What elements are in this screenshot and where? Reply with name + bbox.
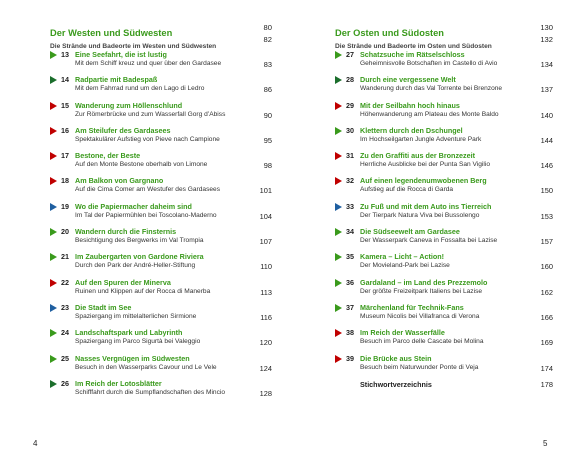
entry-title: Am Steilufer des Gardasees — [75, 125, 171, 135]
entry-number: 32 — [346, 176, 354, 186]
entry-page: 137 — [540, 85, 553, 95]
entry-title: Klettern durch den Dschungel — [360, 125, 463, 135]
triangle-marker-icon — [50, 355, 57, 363]
toc-entry[interactable] — [50, 176, 272, 201]
section-subtitle: Die Strände und Badeorte im Osten und Südosten — [335, 43, 492, 50]
entry-title: Mit der Seilbahn hoch hinaus — [360, 100, 460, 110]
entry-page: 124 — [259, 363, 272, 373]
entry-title: Auf den Spuren der Minerva — [75, 277, 171, 287]
toc-entry[interactable] — [50, 379, 272, 404]
entry-description: Der Movieland-Park bei Lazise — [360, 262, 450, 270]
section-heading — [50, 23, 272, 38]
entry-description: Auf den Monte Bestone oberhalb von Limone — [75, 161, 208, 169]
entry-page: 166 — [540, 312, 553, 322]
toc-entry[interactable] — [50, 354, 272, 379]
entry-title: Durch eine vergessene Welt — [360, 75, 456, 85]
entry-page: 104 — [259, 211, 272, 221]
entry-number: 37 — [346, 302, 354, 312]
entry-page: 144 — [540, 135, 553, 145]
entry-page: 101 — [259, 186, 272, 196]
triangle-marker-icon — [50, 304, 57, 312]
entry-page: 113 — [260, 287, 272, 297]
subtitle-page: 82 — [263, 35, 272, 44]
entry-page: 95 — [263, 135, 272, 145]
entry-title: Bestone, der Beste — [75, 151, 141, 161]
toc-entry[interactable] — [335, 101, 553, 126]
section-title: Der Osten und Südosten — [335, 28, 444, 38]
entry-description: Museum Nicolis bei Villafranca di Verona — [360, 312, 480, 320]
entry-title: Gardaland – im Land des Prezzemolo — [360, 277, 488, 287]
entry-number: 20 — [61, 227, 69, 237]
triangle-marker-icon — [335, 76, 342, 84]
triangle-marker-icon — [335, 51, 342, 59]
entry-title: Auf einen legendenumwobenen Berg — [360, 176, 487, 186]
triangle-marker-icon — [335, 355, 342, 363]
entry-description: Spektakulärer Aufstieg von Pieve nach Campione — [75, 135, 220, 143]
entry-title: Am Balkon von Gargnano — [75, 176, 164, 186]
entry-number: 34 — [346, 227, 354, 237]
entry-number: 25 — [61, 353, 69, 363]
entry-description: Der Wasserpark Caneva in Fossalta bei Lazise — [360, 237, 498, 245]
entry-number: 26 — [61, 378, 69, 388]
entry-title: Zu Fuß und mit dem Auto ins Tierreich — [360, 201, 492, 211]
entry-title: Im Reich der Lotosblätter — [75, 378, 162, 388]
triangle-marker-icon — [50, 228, 57, 236]
toc-entry[interactable] — [50, 303, 272, 328]
triangle-marker-icon — [335, 253, 342, 261]
entry-page: 150 — [540, 186, 553, 196]
entry-page: 169 — [540, 338, 553, 348]
triangle-marker-icon — [50, 127, 57, 135]
toc-entry[interactable] — [50, 227, 272, 252]
triangle-marker-icon — [50, 51, 57, 59]
toc-right-column — [335, 23, 553, 392]
entry-number: 28 — [346, 75, 354, 85]
triangle-marker-icon — [335, 203, 342, 211]
entry-title: Eine Seefahrt, die ist lustig — [75, 50, 167, 59]
entry-description: Ruinen und Klippen auf der Rocca di Manerba — [75, 287, 211, 295]
entry-page: 146 — [540, 161, 553, 171]
entry-number: 36 — [346, 277, 354, 287]
section-page: 130 — [540, 23, 553, 32]
entry-number: 31 — [346, 151, 354, 161]
toc-entry[interactable] — [335, 252, 553, 277]
entry-number: 38 — [346, 328, 354, 338]
index-page: 178 — [540, 379, 553, 389]
section-subtitle: Die Strände und Badeorte im Westen und Südwesten — [50, 43, 217, 50]
section-subtitle-row — [335, 35, 553, 50]
entry-description: Besuch in den Wasserparks Cavour und Le Vele — [75, 363, 217, 371]
entry-title: Nasses Vergnügen im Südwesten — [75, 353, 190, 363]
entry-description: Spaziergang im Parco Sigurtà bei Valeggio — [75, 338, 201, 346]
toc-entry[interactable] — [335, 328, 553, 353]
toc-entry[interactable] — [335, 176, 553, 201]
entry-number: 15 — [61, 100, 69, 110]
entry-number: 39 — [346, 353, 354, 363]
section-subtitle-row — [50, 35, 272, 50]
entry-number: 23 — [61, 302, 69, 312]
toc-entry[interactable] — [335, 303, 553, 328]
page-number-left: 4 — [33, 439, 38, 448]
entry-description: Zur Römerbrücke und zum Wasserfall Gorg d’Abiss — [75, 110, 226, 118]
triangle-marker-icon — [335, 279, 342, 287]
toc-entry[interactable] — [335, 354, 553, 379]
entry-title: Radpartie mit Badespaß — [75, 75, 158, 85]
triangle-marker-icon — [50, 329, 57, 337]
subtitle-page: 132 — [540, 35, 553, 44]
entry-number: 24 — [61, 328, 69, 338]
page-number-right: 5 — [543, 439, 548, 448]
toc-entry[interactable] — [335, 126, 553, 151]
toc-entry[interactable] — [50, 202, 272, 227]
toc-entry[interactable] — [335, 50, 553, 75]
toc-entry[interactable] — [335, 151, 553, 176]
toc-entry[interactable] — [335, 278, 553, 303]
triangle-marker-icon — [50, 253, 57, 261]
triangle-marker-icon — [50, 177, 57, 185]
entry-page: 128 — [259, 388, 272, 398]
entry-description: Auf die Cima Comer am Westufer des Gardasees — [75, 186, 220, 194]
entry-description: Besuch im Parco delle Cascate bei Molina — [360, 338, 484, 346]
entry-page: 157 — [540, 237, 553, 247]
triangle-marker-icon — [50, 152, 57, 160]
entry-description: Durch den Park der André-Heller-Stiftung — [75, 262, 196, 270]
entry-number: 14 — [61, 75, 69, 85]
triangle-marker-icon — [335, 304, 342, 312]
entry-number: 29 — [346, 100, 354, 110]
entry-description: Mit dem Schiff kreuz und quer über den Gardasee — [75, 60, 222, 67]
entry-title: Kamera – Licht – Action! — [360, 252, 445, 262]
triangle-marker-icon — [50, 102, 57, 110]
toc-entry-list — [335, 50, 553, 379]
entry-description: Schifffahrt durch die Sumpflandschaften des Mincio — [75, 388, 226, 396]
toc-entry-list — [50, 50, 272, 404]
entry-page: 134 — [540, 60, 553, 69]
entry-number: 30 — [346, 125, 354, 135]
entry-page: 90 — [263, 110, 272, 120]
toc-entry[interactable] — [50, 252, 272, 277]
entry-title: Zu den Graffiti aus der Bronzezeit — [360, 151, 476, 161]
toc-entry[interactable] — [50, 126, 272, 151]
entry-title: Wandern durch die Finsternis — [75, 227, 177, 237]
entry-page: 162 — [540, 287, 553, 297]
index-label: Stichwortverzeichnis — [360, 379, 432, 389]
entry-number: 22 — [61, 277, 69, 287]
triangle-marker-icon — [335, 329, 342, 337]
triangle-marker-icon — [335, 177, 342, 185]
entry-page: 153 — [540, 211, 553, 221]
entry-page: 107 — [259, 237, 272, 247]
triangle-marker-icon — [335, 127, 342, 135]
triangle-marker-icon — [50, 380, 57, 388]
entry-description: Wanderung durch das Val Torrente bei Brenzone — [360, 85, 503, 93]
entry-description: Im Tal der Papiermühlen bei Toscolano-Maderno — [75, 211, 217, 219]
entry-description: Besichtigung des Bergwerks im Val Trompia — [75, 237, 204, 245]
entry-title: Die Südseewelt am Gardasee — [360, 227, 460, 237]
entry-title: Im Reich der Wasserfälle — [360, 328, 445, 338]
triangle-marker-icon — [335, 102, 342, 110]
triangle-marker-icon — [335, 152, 342, 160]
entry-description: Im Hochseilgarten Jungle Adventure Park — [360, 135, 482, 143]
entry-page: 98 — [263, 161, 272, 171]
entry-description: Der Tierpark Natura Viva bei Bussolengo — [360, 211, 480, 219]
entry-title: Wanderung zum Höllenschlund — [75, 100, 183, 110]
entry-description: Spaziergang im mittelalterlichen Sirmione — [75, 312, 197, 320]
entry-number: 17 — [61, 151, 69, 161]
entry-number: 21 — [61, 252, 69, 262]
entry-description: Mit dem Fahrrad rund um den Lago di Ledro — [75, 85, 205, 93]
entry-number: 19 — [61, 201, 69, 211]
triangle-marker-icon — [50, 76, 57, 84]
toc-entry[interactable] — [50, 151, 272, 176]
section-page: 80 — [263, 23, 272, 32]
entry-number: 33 — [346, 201, 354, 211]
triangle-marker-icon — [335, 228, 342, 236]
entry-page: 110 — [260, 262, 272, 272]
section-heading — [335, 23, 553, 38]
entry-page: 174 — [540, 363, 553, 373]
entry-number: 18 — [61, 176, 69, 186]
entry-description: Herrliche Ausblicke bei der Punta San Vigilio — [360, 161, 490, 169]
entry-title: Die Stadt im See — [75, 302, 132, 312]
toc-entry[interactable] — [50, 75, 272, 100]
entry-title: Im Zaubergarten von Gardone Riviera — [75, 252, 204, 262]
toc-entry[interactable] — [335, 227, 553, 252]
toc-left-column — [50, 23, 272, 404]
entry-page: 160 — [540, 262, 553, 272]
entry-title: Wo die Papiermacher daheim sind — [75, 201, 192, 211]
entry-page: 116 — [260, 312, 272, 322]
triangle-marker-icon — [50, 279, 57, 287]
entry-description: Der größte Freizeitpark Italiens bei Lazise — [360, 287, 483, 295]
entry-number: 35 — [346, 252, 354, 262]
entry-page: 86 — [263, 85, 272, 95]
entry-description: Besuch beim Naturwunder Ponte di Veja — [360, 363, 479, 371]
entry-title: Schatzsuche im Rätselschloss — [360, 50, 465, 59]
entry-description: Geheimnisvolle Botschaften im Castello di Avio — [360, 60, 498, 67]
triangle-marker-icon — [50, 203, 57, 211]
entry-page: 83 — [263, 60, 272, 69]
section-title: Der Westen und Südwesten — [50, 28, 173, 38]
toc-entry[interactable] — [50, 278, 272, 303]
toc-entry[interactable] — [50, 101, 272, 126]
entry-title: Landschaftspark und Labyrinth — [75, 328, 183, 338]
toc-entry[interactable] — [335, 75, 553, 100]
toc-entry[interactable] — [335, 202, 553, 227]
entry-number: 16 — [61, 125, 69, 135]
entry-title: Märchenland für Technik-Fans — [360, 302, 464, 312]
toc-entry[interactable] — [50, 50, 272, 75]
entry-page: 120 — [259, 338, 272, 348]
entry-description: Aufstieg auf die Rocca di Garda — [360, 186, 454, 194]
entry-number: 13 — [61, 50, 69, 59]
index-entry[interactable] — [335, 380, 553, 392]
entry-title: Die Brücke aus Stein — [360, 353, 432, 363]
entry-description: Höhenwanderung am Plateau des Monte Baldo — [360, 110, 499, 118]
entry-page: 140 — [540, 110, 553, 120]
entry-number: 27 — [346, 50, 354, 59]
toc-entry[interactable] — [50, 328, 272, 353]
